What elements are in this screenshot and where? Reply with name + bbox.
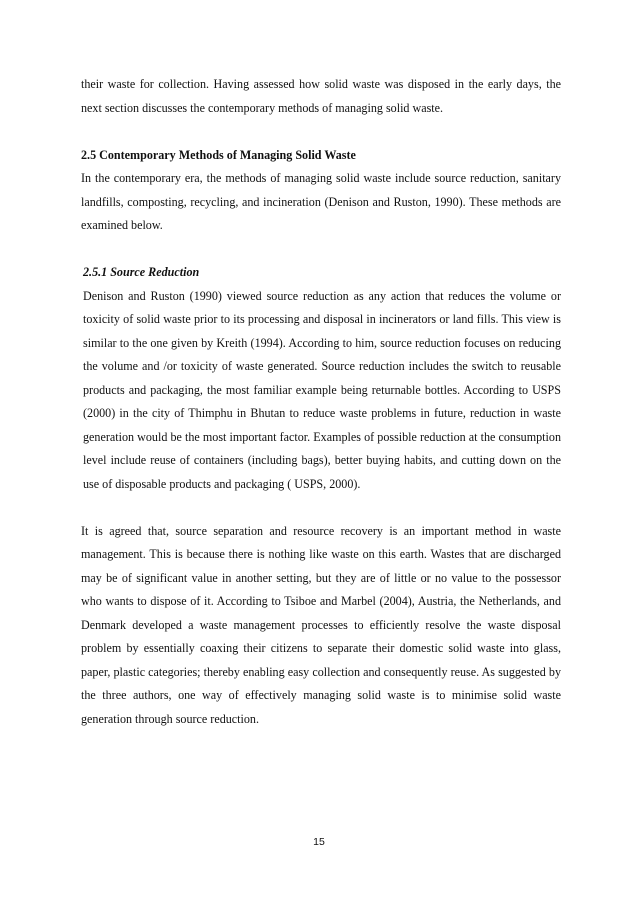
section-heading: 2.5 Contemporary Methods of Managing Solid Waste bbox=[81, 147, 356, 162]
paragraph-gap bbox=[81, 238, 561, 262]
paragraph-gap bbox=[81, 496, 561, 520]
source-reduction-paragraph: Denison and Ruston (1990) viewed source reduction as any action that reduces the volume or toxicity of solid waste prior to its processing and disposal in incinerators or land fills. This view is similar to the one given by Kreith (1994). According to him, source reduction focuses on reducing the volume and /or toxicity of waste generated. Source reduction includes the switch to reusable products and packaging, the most familiar example being returnable bottles. According to USPS (2000) in the city of Thimphu in Bhutan to reduce waste problems in future, reduction in waste generation would be the most important factor. Examples of possible reduction at the consumption level include reuse of containers (including bags), better buying habits, and cutting down on the use of disposable products and packaging ( USPS, 2000). bbox=[83, 288, 561, 491]
section-paragraph: In the contemporary era, the methods of managing solid waste include source reduction, sanitary landfills, composting, recycling, and incineration (Denison and Ruston, 1990). These methods are examined below. bbox=[81, 171, 561, 232]
subsection-heading: 2.5.1 Source Reduction bbox=[83, 265, 200, 279]
page-number: 15 bbox=[313, 836, 325, 848]
page-body bbox=[81, 73, 561, 731]
source-separation-paragraph: It is agreed that, source separation and resource recovery is an important method in waste management. This is because there is nothing like waste on this earth. Wastes that are discharged may be of significant value in another setting, but they are of little or no value to the possessor who wants to dispose of it. According to Tsiboe and Marbel (2004), Austria, the Netherlands, and Denmark developed a waste management processes to efficiently resolve the waste disposal problem by essentially coaxing their citizens to separate their domestic solid waste into glass, paper, plastic categories; thereby enabling easy collection and consequently reuse. As suggested by the three authors, one way of effectively managing solid waste is to minimise solid waste generation through source reduction. bbox=[81, 523, 561, 726]
intro-paragraph: their waste for collection. Having assessed how solid waste was disposed in the early days, the next section discusses the contemporary methods of managing solid waste. bbox=[81, 77, 561, 115]
paragraph-gap bbox=[81, 120, 561, 144]
